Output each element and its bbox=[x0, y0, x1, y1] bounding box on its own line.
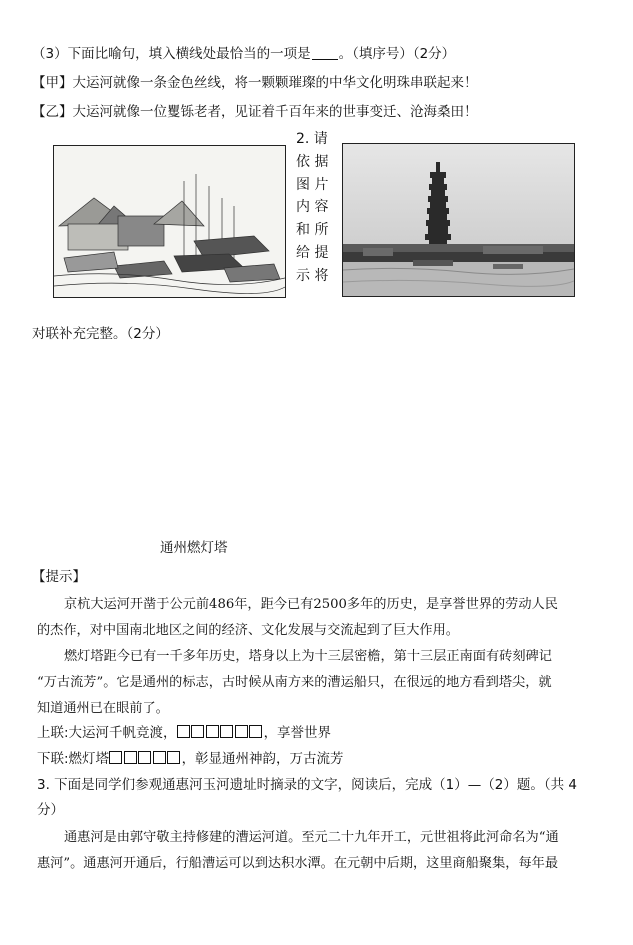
q2-instruction-tail: 对联补充完整。（2分） bbox=[32, 326, 169, 342]
couplet-lower: 下联:燃灯塔 ，彰显通州神韵，万古流芳 bbox=[37, 751, 344, 767]
blank-box bbox=[153, 751, 166, 764]
hint-para1-line2: 的杰作，对中国南北地区之间的经济、文化发展与交流起到了巨大作用。 bbox=[37, 623, 459, 638]
canal-engraving-drawing bbox=[54, 146, 285, 297]
blank-box bbox=[109, 751, 122, 764]
hint-title: 【提示】 bbox=[32, 569, 86, 585]
canal-engraving-image bbox=[53, 145, 286, 298]
pagoda-drawing bbox=[343, 144, 574, 296]
q3b-passage-line1: 通惠河是由郭守敬主持修建的漕运河道。至元二十九年开工，元世祖将此河命名为“通 bbox=[64, 830, 559, 845]
blank-box bbox=[177, 725, 190, 738]
blank-box bbox=[124, 751, 137, 764]
q2-vertical-text: 2. 请 依 据 图 片 内 容 和 所 给 提 示 将 bbox=[296, 131, 329, 284]
blank-box bbox=[206, 725, 219, 738]
blank-box bbox=[249, 725, 262, 738]
blank-box bbox=[167, 751, 180, 764]
hint-para2-line2: “万古流芳”。它是通州的标志，古时候从南方来的漕运船只，在很远的地方看到塔尖，就 bbox=[37, 675, 552, 690]
blank-box bbox=[235, 725, 248, 738]
hint-para2-line1: 燃灯塔距今已有一千多年历史，塔身以上为十三层密檐，第十三层正南面有砖刻碑记 bbox=[64, 649, 552, 664]
hint-para1-line1: 京杭大运河开凿于公元前486年，距今已有2500多年的历史，是享誉世界的劳动人民 bbox=[64, 597, 558, 612]
ranteng-pagoda-photo bbox=[342, 143, 575, 297]
option-yi: 【乙】大运河就像一位矍铄老者，见证着千百年来的世事变迁、沧海桑田！ bbox=[32, 104, 478, 120]
q3b-stem-line1: 3. 下面是同学们参观通惠河玉河遗址时摘录的文字，阅读后，完成（1）—（2）题。（共 4 bbox=[37, 777, 577, 793]
q3b-stem-line2: 分） bbox=[37, 802, 64, 818]
q3-stem: （3）下面比喻句，填入横线处最恰当的一项是 。（填序号）（2分） bbox=[32, 46, 456, 62]
hint-para2-line3: 知道通州已在眼前了。 bbox=[37, 701, 169, 716]
image-caption: 通州燃灯塔 bbox=[160, 540, 228, 556]
answer-blank bbox=[312, 47, 338, 60]
blank-box bbox=[138, 751, 151, 764]
q3b-passage-line2: 惠河”。通惠河开通后，行船漕运可以到达积水潭。在元朝中后期，这里商船聚集，每年最 bbox=[37, 856, 559, 871]
blank-box bbox=[220, 725, 233, 738]
option-jia: 【甲】大运河就像一条金色丝线，将一颗颗璀璨的中华文化明珠串联起来！ bbox=[32, 75, 478, 91]
blank-box bbox=[191, 725, 204, 738]
couplet-upper: 上联:大运河千帆竞渡， ，享誉世界 bbox=[37, 725, 332, 741]
